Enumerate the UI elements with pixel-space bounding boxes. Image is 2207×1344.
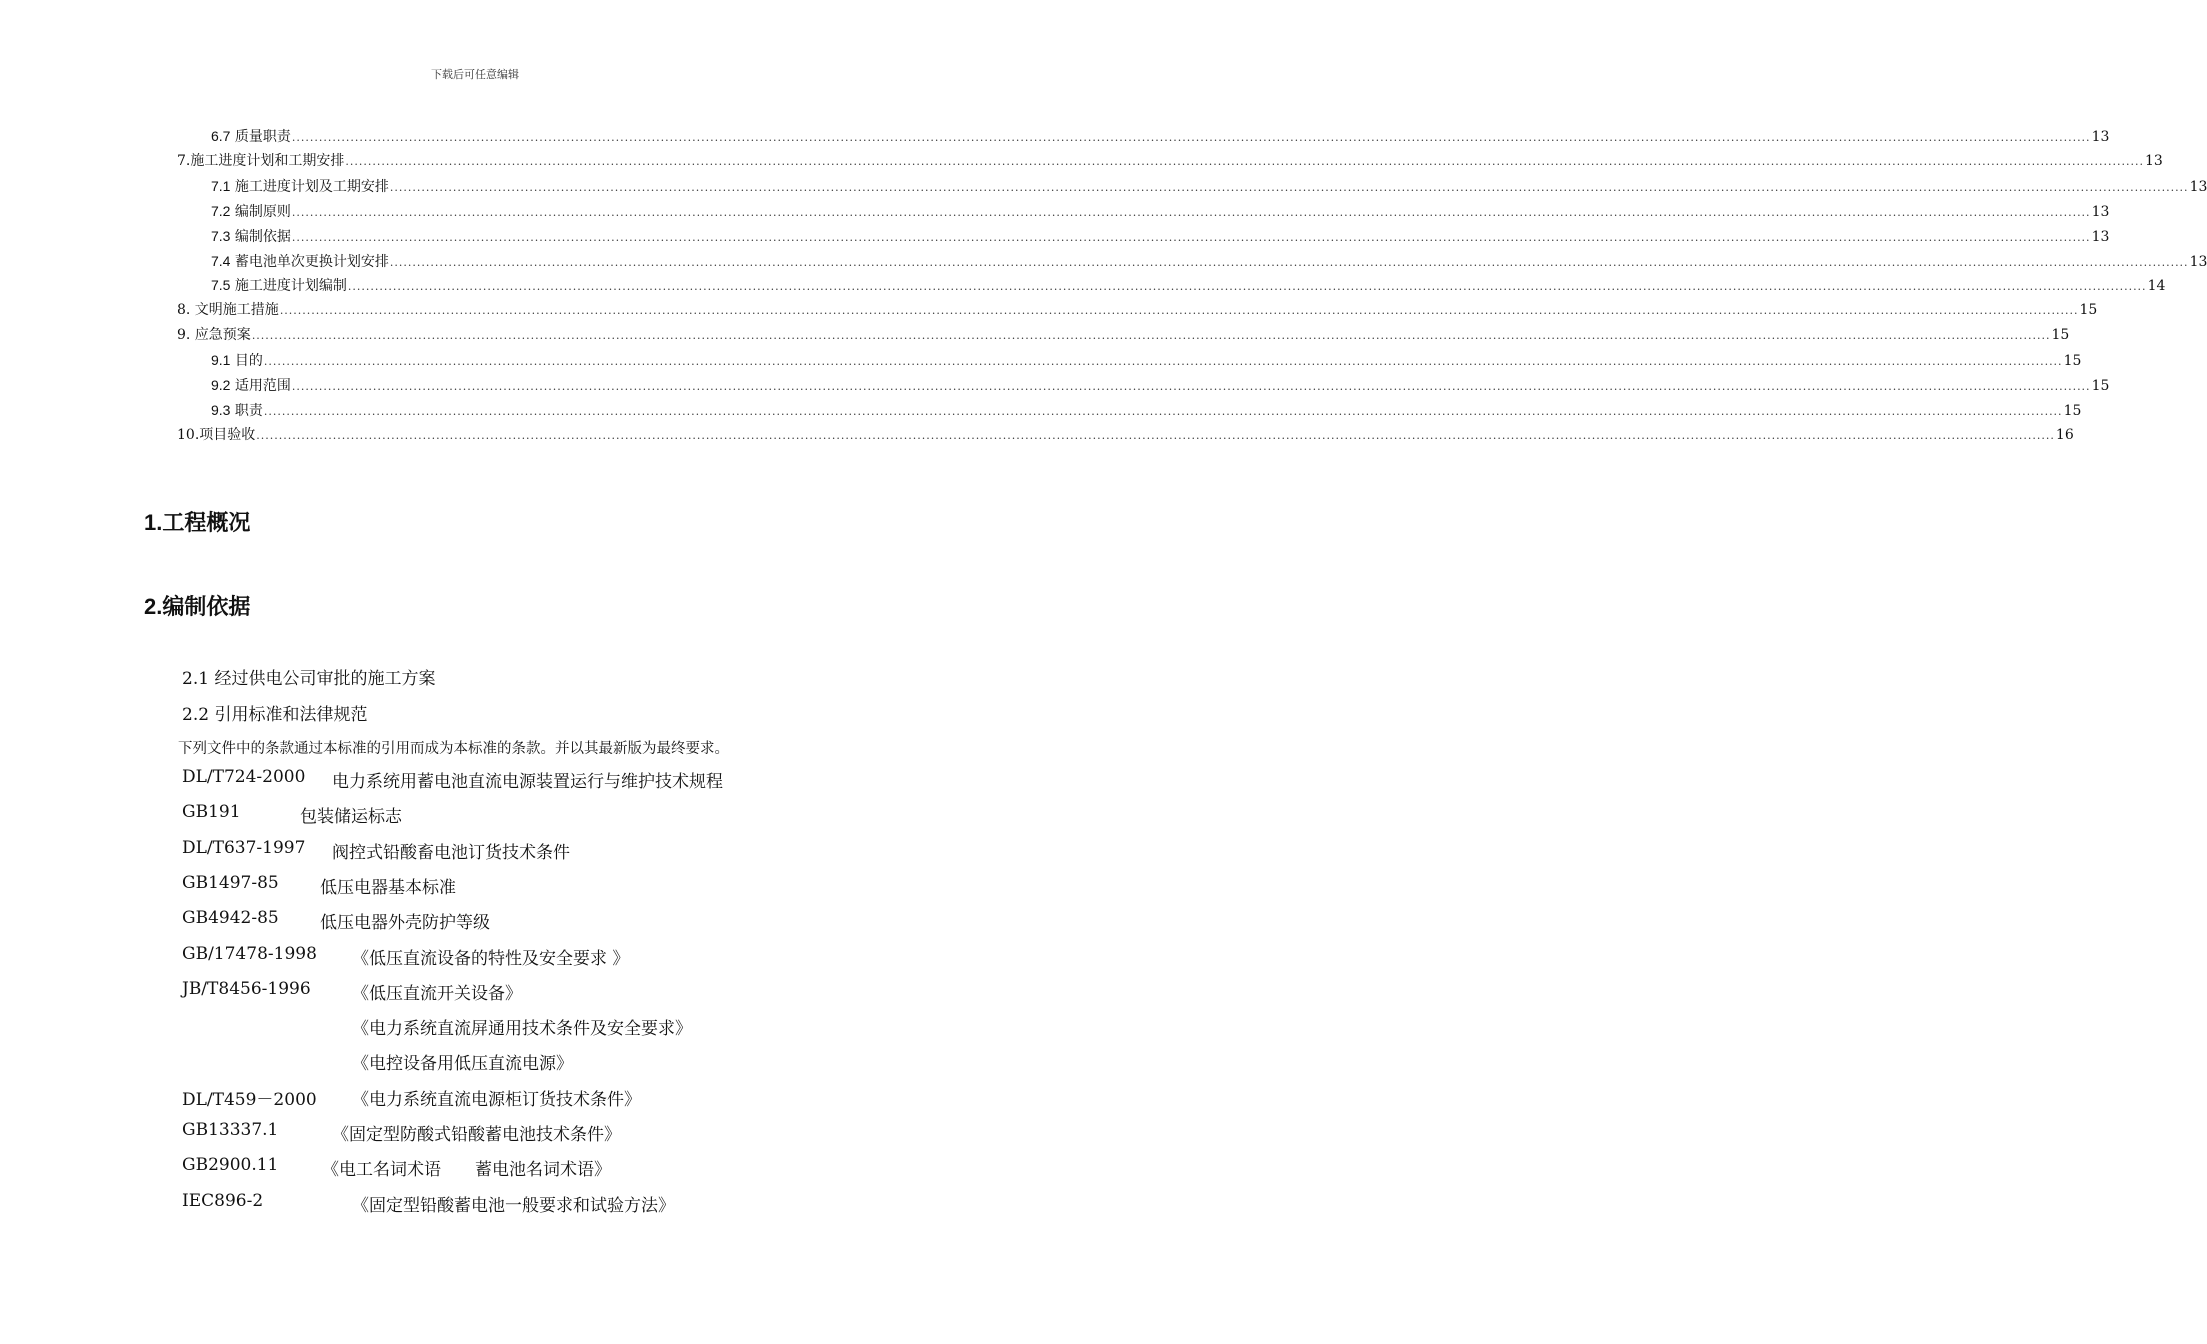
subsection-2-2: 2.2 引用标准和法律规范 [182, 705, 368, 725]
section-title-basis: 2.编制依据 [144, 594, 251, 619]
toc-entry-text: 7.施工进度计划和工期安排 [177, 152, 345, 169]
toc-entry[interactable] [177, 151, 2163, 171]
toc-entry-label [177, 300, 279, 320]
toc-entry[interactable] [177, 425, 2074, 445]
toc-entry-label [211, 201, 291, 222]
toc-page-number: 14 [2147, 278, 2166, 295]
toc-entry-number: 9.1 [211, 352, 231, 369]
reference-item [182, 1120, 822, 1146]
reference-title: 《低压直流开关设备》 [352, 983, 522, 1004]
toc-dot-leader: ................................................................................................................................................................................................................................................................................................................................................................................................................ [345, 154, 2144, 168]
reference-title: 《电力系统直流屏通用技术条件及安全要求》 [352, 1019, 692, 1040]
toc-entry-text: 9. 应急预案 [177, 327, 251, 344]
reference-title: 《电力系统直流电源柜订货技术条件》 [352, 1089, 641, 1110]
reference-code: IEC896-2 [182, 1190, 264, 1211]
toc-page-number: 13 [2145, 152, 2163, 169]
toc-page-number: 15 [2063, 353, 2082, 370]
reference-item [182, 944, 822, 970]
toc-entry-label [177, 151, 344, 171]
reference-title: 低压电器外壳防护等级 [320, 913, 490, 934]
reference-title: 《电工名词术语 蓄电池名词术语》 [322, 1160, 611, 1181]
reference-code: GB1497-85 [182, 872, 279, 893]
toc-entry-label [211, 176, 389, 197]
toc-page-number: 15 [2063, 402, 2082, 419]
reference-item [182, 1191, 822, 1217]
toc-entry-number: 9.3 [211, 401, 231, 418]
toc-dot-leader: ................................................................................................................................................................................................................................................................................................................................................................................................................ [291, 205, 2091, 219]
reference-item [182, 979, 822, 1005]
reference-item [182, 802, 822, 828]
reference-code: GB4942-85 [182, 908, 279, 929]
toc-entry[interactable] [211, 275, 2166, 295]
toc-entry[interactable] [177, 300, 2098, 320]
toc-entry-text: 8. 文明施工措施 [177, 302, 279, 319]
toc-page-number: 13 [2091, 203, 2110, 220]
reference-item [182, 908, 822, 934]
toc-entry[interactable] [211, 201, 2110, 221]
toc-entry-text: 10.项目验收 [177, 426, 256, 443]
page-header: 下载后可任意编辑 [431, 68, 519, 81]
reference-code: DL/T637-1997 [182, 837, 306, 858]
toc-entry-text: 施工进度计划编制 [230, 278, 347, 295]
toc-entry[interactable] [211, 226, 2110, 246]
toc-page-number: 15 [2091, 378, 2110, 394]
toc-entry-label [211, 126, 291, 147]
reference-item [182, 1155, 822, 1181]
toc-page-number: 13 [2091, 129, 2110, 145]
toc-page-number: 13 [2091, 228, 2110, 245]
toc-entry-number: 7.1 [211, 177, 231, 194]
reference-item [182, 1085, 822, 1111]
reference-code: GB/17478-1998 [182, 943, 317, 964]
toc-entry-text: 目的 [230, 353, 263, 370]
reference-title: 《固定型铅酸蓄电池一般要求和试验方法》 [352, 1195, 675, 1216]
toc-dot-leader: ................................................................................................................................................................................................................................................................................................................................................................................................................ [291, 380, 2091, 393]
toc-entry-text: 编制依据 [230, 228, 291, 245]
toc-entry[interactable] [211, 350, 2082, 370]
section-title-overview: 1.工程概况 [144, 510, 251, 535]
reference-code: DL/T459－2000 [182, 1089, 317, 1110]
reference-note: 下列文件中的条款通过本标准的引用而成为本标准的条款。并以其最新版为最终要求。 [178, 741, 729, 757]
toc-entry-number: 7.5 [211, 277, 231, 294]
reference-item [182, 1049, 822, 1075]
toc-entry-label [211, 251, 389, 272]
subsection-2-1: 2.1 经过供电公司审批的施工方案 [182, 669, 436, 689]
reference-item [182, 873, 822, 899]
reference-title: 《电控设备用低压直流电源》 [352, 1054, 573, 1075]
toc-dot-leader: ................................................................................................................................................................................................................................................................................................................................................................................................................ [389, 255, 2189, 269]
toc-entry-text: 适用范围 [230, 378, 291, 394]
toc-entry-text: 职责 [230, 402, 263, 419]
toc-entry-label [211, 375, 291, 396]
toc-entry-text: 编制原则 [230, 203, 291, 220]
reference-title: 阀控式铅酸畜电池订货技术条件 [332, 842, 570, 863]
reference-title: 《固定型防酸式铅酸蓄电池技术条件》 [332, 1125, 621, 1145]
toc-entry-label [177, 325, 251, 345]
toc-dot-leader: ................................................................................................................................................................................................................................................................................................................................................................................................................ [389, 180, 2189, 194]
toc-dot-leader: ................................................................................................................................................................................................................................................................................................................................................................................................................ [347, 280, 2147, 294]
toc-dot-leader: ................................................................................................................................................................................................................................................................................................................................................................................................................ [263, 355, 2063, 369]
toc-page-number: 13 [2189, 253, 2207, 270]
toc-entry-label [211, 350, 263, 371]
reference-code: JB/T8456-1996 [182, 978, 311, 999]
reference-item [182, 838, 822, 864]
reference-code: GB2900.11 [182, 1155, 279, 1176]
toc-entry-number: 9.2 [211, 377, 231, 393]
toc-entry-label [211, 400, 263, 421]
toc-entry[interactable] [211, 375, 2110, 395]
toc-entry[interactable] [211, 126, 2110, 146]
reference-title: 《低压直流设备的特性及安全要求 》 [352, 948, 630, 969]
toc-entry[interactable] [177, 325, 2070, 345]
reference-code: GB191 [182, 802, 241, 823]
reference-item [182, 1014, 822, 1040]
toc-page-number: 15 [2051, 327, 2070, 344]
toc-dot-leader: ................................................................................................................................................................................................................................................................................................................................................................................................................ [279, 304, 2079, 318]
reference-code: GB13337.1 [182, 1120, 279, 1140]
reference-title: 电力系统用蓄电池直流电源装置运行与维护技术规程 [332, 772, 723, 792]
toc-entry-number: 7.4 [211, 252, 231, 269]
toc-dot-leader: ................................................................................................................................................................................................................................................................................................................................................................................................................ [291, 230, 2091, 244]
toc-entry-text: 蓄电池单次更换计划安排 [230, 253, 389, 270]
reference-title: 低压电器基本标准 [320, 877, 456, 898]
toc-entry-number: 6.7 [211, 128, 231, 144]
toc-entry-number: 7.3 [211, 227, 231, 244]
toc-entry[interactable] [211, 176, 2207, 196]
toc-entry-text: 质量职责 [230, 129, 291, 145]
toc-entry-label [211, 275, 347, 296]
reference-title: 包装储运标志 [300, 807, 402, 828]
toc-page-number: 16 [2055, 426, 2074, 443]
toc-entry[interactable] [211, 400, 2082, 420]
toc-dot-leader: ................................................................................................................................................................................................................................................................................................................................................................................................................ [251, 329, 2051, 343]
reference-code: DL/T724-2000 [182, 767, 306, 787]
toc-entry-text: 施工进度计划及工期安排 [230, 178, 389, 195]
reference-item [182, 767, 822, 793]
toc-page-number: 13 [2189, 178, 2207, 195]
toc-dot-leader: ................................................................................................................................................................................................................................................................................................................................................................................................................ [291, 131, 2091, 144]
toc-entry[interactable] [211, 251, 2207, 271]
toc-entry-number: 7.2 [211, 202, 231, 219]
toc-dot-leader: ................................................................................................................................................................................................................................................................................................................................................................................................................ [256, 428, 2055, 442]
toc-dot-leader: ................................................................................................................................................................................................................................................................................................................................................................................................................ [263, 404, 2063, 418]
toc-entry-label [177, 425, 255, 445]
toc-page-number: 15 [2079, 302, 2098, 319]
toc-entry-label [211, 226, 291, 247]
